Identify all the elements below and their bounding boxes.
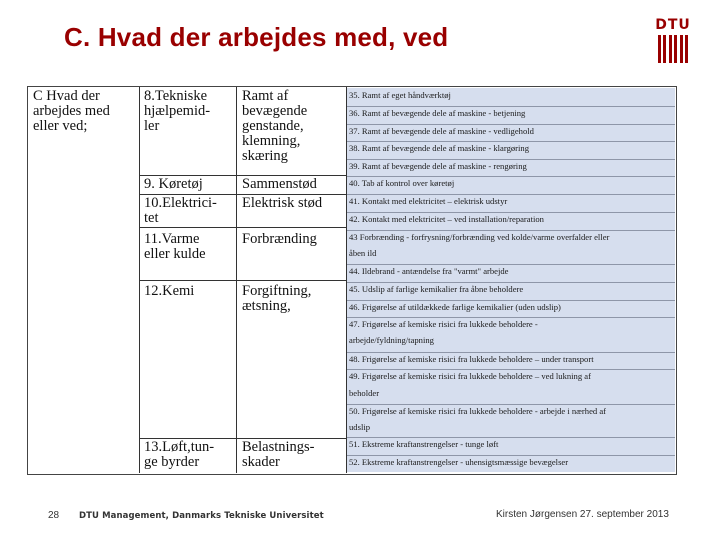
- type-belastningsskader: Belastnings- skader: [242, 439, 315, 470]
- dtu-logo-text: DTU: [655, 17, 691, 33]
- code-row: udslip: [349, 422, 371, 432]
- code-row: arbejde/fyldning/tapning: [349, 335, 434, 345]
- code-row: 48. Frigørelse af kemiske risici fra lukkede beholdere – under transport: [349, 354, 594, 364]
- code-row: 35. Ramt af eget håndværktøj: [349, 90, 451, 100]
- code-row: 37. Ramt af bevægende dele af maskine - vedligehold: [349, 126, 534, 136]
- type-ramt: Ramt af bevægende genstande, klemning, skæring: [242, 88, 308, 164]
- category-elektricitet: 10.Elektrici- tet: [144, 195, 217, 226]
- accident-table: [27, 86, 677, 475]
- code-row: åben ild: [349, 248, 377, 258]
- code-row: 52. Ekstreme kraftanstrengelser - uhensigtsmæssige bevægelser: [349, 457, 569, 467]
- slide-title: C. Hvad der arbejdes med, ved: [64, 22, 449, 52]
- category-varme: 11.Varme eller kulde: [144, 231, 206, 262]
- code-row: 51. Ekstreme kraftanstrengelser - tunge løft: [349, 439, 499, 449]
- author-date: Kirsten Jørgensen 27. september 2013: [496, 509, 669, 520]
- type-forbraending: Forbrænding: [242, 231, 317, 247]
- code-row: 42. Kontakt med elektricitet – ved installation/reparation: [349, 214, 544, 224]
- code-row: 40. Tab af kontrol over køretøj: [349, 178, 455, 188]
- dtu-logo: [655, 18, 691, 64]
- code-row: 41. Kontakt med elektricitet – elektrisk udstyr: [349, 196, 508, 206]
- type-forgiftning: Forgiftning, ætsning,: [242, 283, 312, 314]
- code-row: 36. Ramt af bevægende dele af maskine - betjening: [349, 108, 526, 118]
- table-heading: C Hvad der arbejdes med eller ved;: [33, 88, 110, 134]
- code-row: 46. Frigørelse af utildækkede farlige kemikalier (uden udslip): [349, 302, 561, 312]
- page-number: 28: [48, 510, 60, 521]
- type-sammenstod: Sammenstød: [242, 176, 317, 192]
- dtu-logo-bars: [658, 35, 688, 63]
- code-row: 38. Ramt af bevægende dele af maskine - klargøring: [349, 143, 530, 153]
- codes-list: [347, 88, 675, 472]
- type-elektrisk-stod: Elektrisk stød: [242, 195, 323, 211]
- category-koretoj: 9. Køretøj: [144, 176, 203, 192]
- code-row: 47. Frigørelse af kemiske risici fra lukkede beholdere -: [349, 319, 538, 329]
- category-kemi: 12.Kemi: [144, 283, 195, 299]
- code-row: 43 Forbrænding - forfrysning/forbrænding ved kolde/varme overfalder eller: [349, 232, 610, 242]
- category-loft: 13.Løft,tun- ge byrder: [144, 439, 215, 470]
- code-row: 50. Frigørelse af kemiske risici fra lukkede beholdere - arbejde i nærhed af: [349, 406, 606, 416]
- organization-label: DTU Management, Danmarks Tekniske Universitet: [79, 511, 324, 521]
- code-row: 45. Udslip af farlige kemikalier fra åbne beholdere: [349, 284, 524, 294]
- code-row: 44. Ildebrand - antændelse fra "varmt" arbejde: [349, 266, 509, 276]
- category-tekniske: 8.Tekniske hjælpemid- ler: [144, 88, 211, 134]
- code-row: beholder: [349, 388, 380, 398]
- code-row: 49. Frigørelse af kemiske risici fra lukkede beholdere – ved lukning af: [349, 371, 591, 381]
- code-row: 39. Ramt af bevægende dele af maskine - rengøring: [349, 161, 527, 171]
